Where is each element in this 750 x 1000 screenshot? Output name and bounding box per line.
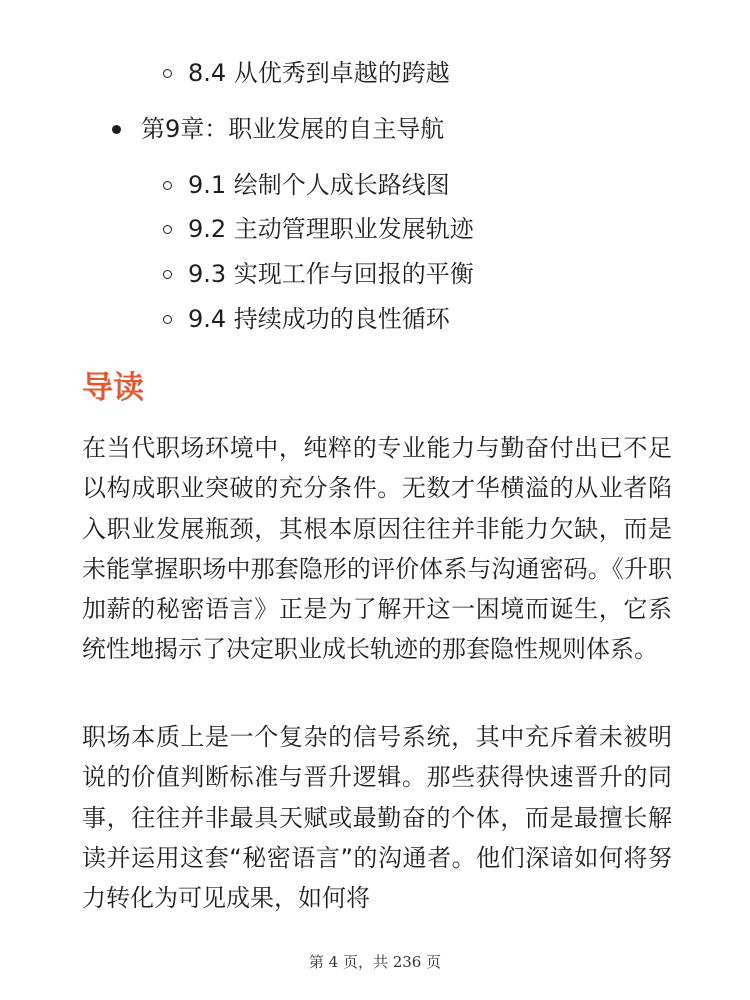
toc-item-8-4[interactable] — [163, 58, 450, 88]
toc-item-label: 9.1 绘制个人成长路线图 — [188, 171, 450, 199]
toc-item-label: 9.4 持续成功的良性循环 — [188, 305, 450, 333]
filled-bullet-icon — [112, 125, 121, 134]
toc-item-label: 9.2 主动管理职业发展轨迹 — [188, 215, 474, 243]
toc-item-label: 8.4 从优秀到卓越的跨越 — [188, 59, 450, 87]
toc-item-chapter-9[interactable] — [112, 114, 444, 144]
body-paragraph-1: 在当代职场环境中，纯粹的专业能力与勤奋付出已不足以构成职业突破的充分条件。无数才华横溢的从业者陷入职业发展瓶颈，其根本原因往往并非能力欠缺，而是未能掌握职场中那套隐形的评价体系与沟通密码。《升职加薪的秘密语言》正是为了解开这一困境而诞生，它系统性地揭示了决定职业成长轨迹的那套隐性规则体系。 — [82, 434, 672, 664]
hollow-bullet-icon — [163, 270, 172, 279]
toc-item-label: 9.3 实现工作与回报的平衡 — [188, 260, 474, 288]
toc-item-label: 第9章：职业发展的自主导航 — [141, 115, 445, 143]
hollow-bullet-icon — [163, 225, 172, 234]
hollow-bullet-icon — [163, 181, 172, 190]
toc-item-9-2[interactable] — [163, 214, 474, 244]
body-paragraph-2: 职场本质上是一个复杂的信号系统，其中充斥着未被明说的价值判断标准与晋升逻辑。那些获得快速晋升的同事，往往并非最具天赋或最勤奋的个体，而是最擅长解读并运用这套“秘密语言”的沟通者。他们深谙如何将努力转化为可见成果，如何将 — [82, 723, 672, 913]
toc-item-9-3[interactable] — [163, 259, 474, 289]
hollow-bullet-icon — [163, 69, 172, 78]
toc-item-9-4[interactable] — [163, 304, 450, 334]
hollow-bullet-icon — [163, 315, 172, 324]
toc-item-9-1[interactable] — [163, 170, 450, 200]
page-number-footer: 第 4 页，共 236 页 — [308, 953, 442, 971]
section-heading: 导读 — [82, 370, 144, 406]
